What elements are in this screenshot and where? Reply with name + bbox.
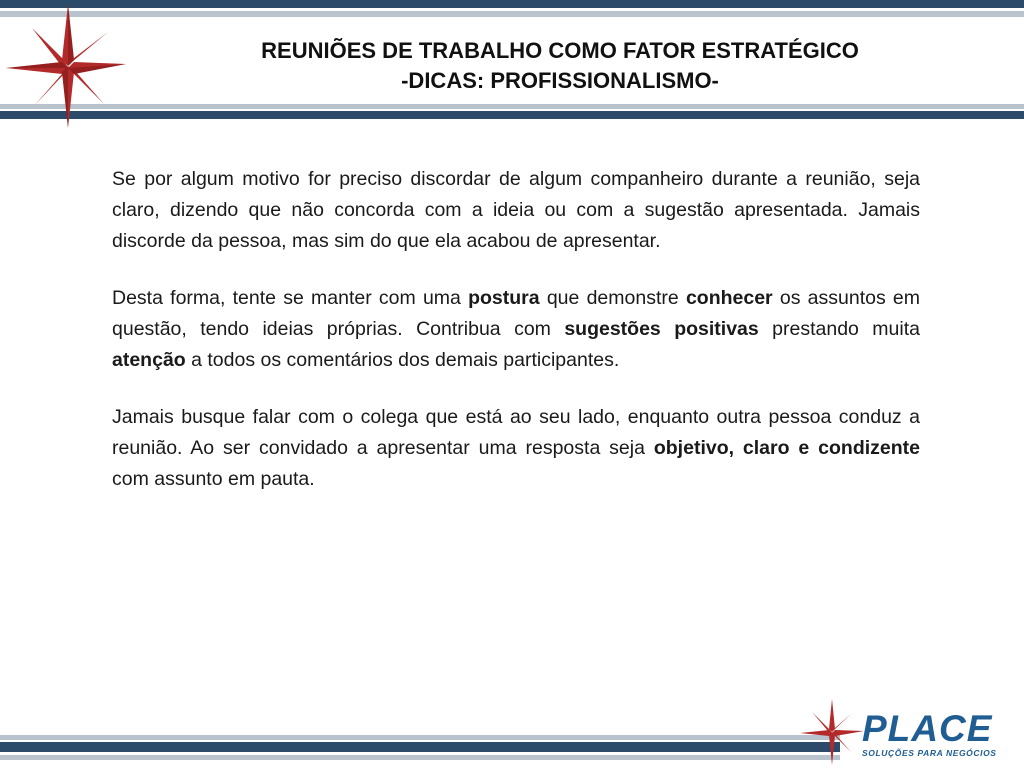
- slide-body: [112, 164, 920, 521]
- paragraph-1-text: Se por algum motivo for preciso discordar de algum companheiro durante a reunião, seja claro, dizendo que não concorda com a ideia ou com a sugestão apresentada. Jamais discorde da pessoa, mas sim do que ela acabou de apresentar.: [112, 168, 920, 252]
- brand-logo: [862, 708, 1012, 758]
- paragraph-3: [112, 402, 920, 495]
- emphasis-objetivo-claro-condizente: objetivo, claro e condizente: [653, 437, 921, 459]
- paragraph-1: [112, 164, 920, 257]
- paragraph-2-text-4: prestando muita: [758, 318, 920, 340]
- compass-star-icon: [4, 2, 128, 130]
- paragraph-2: [112, 283, 920, 376]
- brand-name: PLACE: [862, 708, 993, 749]
- emphasis-postura: postura: [468, 287, 540, 309]
- slide-title: [150, 36, 970, 96]
- top-stripe-grey: [0, 11, 1024, 17]
- header-stripe-grey: [0, 104, 1024, 109]
- header-stripe-navy: [0, 111, 1024, 119]
- top-stripe-navy: [0, 0, 1024, 8]
- paragraph-3-text-1: Jamais busque falar com o colega que está ao seu lado, enquanto outra pessoa conduz a reunião. Ao ser convidado a apresentar uma resposta seja: [112, 406, 920, 459]
- paragraph-2-text-5: a todos os comentários dos demais participantes.: [185, 349, 620, 371]
- title-line-2: -DICAS: PROFISSIONALISMO-: [401, 68, 719, 93]
- paragraph-2-text-3: os assuntos em questão, tendo ideias próprias. Contribua com: [112, 287, 921, 340]
- emphasis-conhecer: conhecer: [685, 287, 773, 309]
- brand-tagline: SOLUÇÕES PARA NEGÓCIOS: [862, 748, 997, 758]
- paragraph-3-text-2: com assunto em pauta.: [112, 468, 315, 490]
- paragraph-2-text-1: Desta forma, tente se manter com uma: [112, 287, 469, 309]
- emphasis-atencao: atenção: [112, 349, 186, 371]
- title-line-1: REUNIÕES DE TRABALHO COMO FATOR ESTRATÉGICO: [261, 38, 859, 63]
- paragraph-2-text-2: que demonstre: [539, 287, 686, 309]
- emphasis-sugestoes-positivas: sugestões positivas: [564, 318, 759, 340]
- brand-star-icon: [798, 697, 866, 767]
